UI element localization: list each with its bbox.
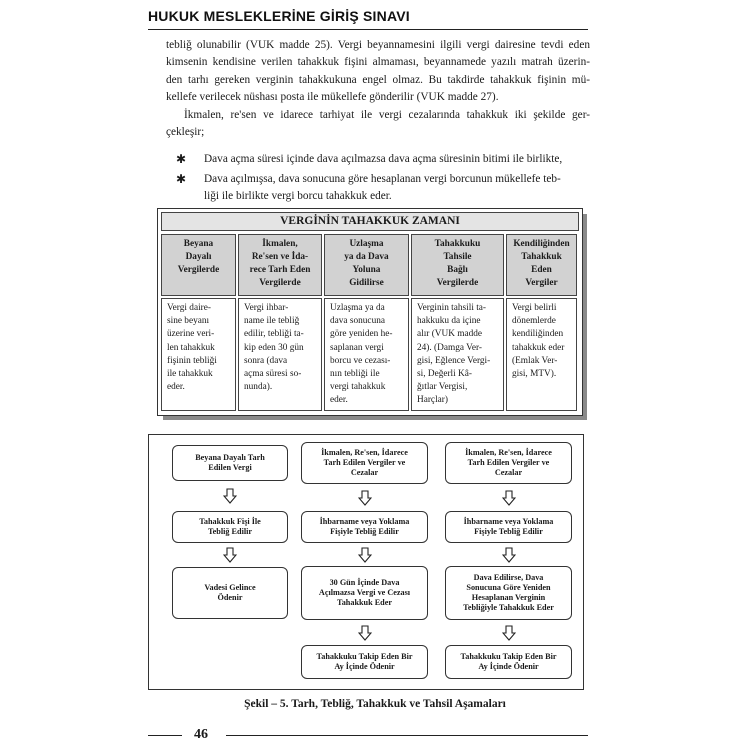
flow-step-line: Tahakkuku Takip Eden Bir: [316, 652, 413, 661]
flow-step-line: 30 Gün İçinde Dava: [329, 578, 400, 587]
flow-step-line: Cezalar: [494, 468, 523, 477]
footer-rule-right: [226, 735, 588, 736]
cell-line: alır (VUK madde: [417, 329, 483, 340]
down-arrow-icon: [223, 547, 237, 563]
text-line: kimsenin kendisine verilen tahakkuk fişini almaması, beyannamede yazılı matrah üzerin-: [166, 56, 590, 69]
text-line: tebliğ olunabilir (VUK madde 25). Vergi beyannamesini ilgili vergi dairesine tevdi eden: [166, 39, 590, 51]
flow-step-line: Sonucuna Göre Yeniden: [466, 583, 551, 592]
page-number: 46: [194, 727, 208, 742]
header-line: Vergiler: [525, 278, 558, 288]
text-line: kellefe verilecek nüshası posta ile mükellefe gönderilir (VUK madde 27).: [166, 91, 499, 104]
cell-line: hakkuku da içine: [417, 316, 481, 327]
cell-line: üzerine veri-: [167, 329, 215, 340]
cell-line: borcu ve cezası-: [330, 355, 391, 366]
cell-line: nunda).: [244, 382, 273, 393]
flow-step-line: Beyana Dayalı Tarh: [195, 453, 265, 462]
figure-caption: Şekil – 5. Tarh, Tebliğ, Tahakkuk ve Tahsil Aşamaları: [244, 698, 506, 710]
flow-step-box: [301, 511, 428, 543]
cell-line: si, Değerli Kâ-: [417, 369, 472, 380]
flow-step-line: Cezalar: [350, 468, 379, 477]
header-divider: [148, 29, 588, 30]
cell-line: gisi, Eğlence Vergi-: [417, 355, 491, 366]
cell-line: dönemlerde: [512, 316, 556, 327]
flow-step-line: İhbarname veya Yoklama: [463, 517, 554, 526]
cell-line: (Emlak Ver-: [512, 355, 558, 366]
cell-line: kip eden 30 gün: [244, 342, 304, 353]
header-line: Eden: [531, 265, 552, 275]
table-header-cell: [161, 234, 236, 296]
flow-step-line: İkmalen, Re'sen, İdarece: [465, 448, 552, 457]
cell-line: Harçlar): [417, 395, 448, 406]
flow-step-line: Ay İçinde Ödenir: [334, 662, 395, 671]
table-cell: [411, 298, 504, 411]
flow-step-box: [301, 645, 428, 679]
header-line: Vergilerde: [177, 265, 220, 275]
header-line: Bağlı: [447, 265, 468, 275]
down-arrow-icon: [358, 490, 372, 506]
bullet-text: [204, 151, 590, 168]
header-line: Tahsile: [443, 252, 472, 262]
header-line: Re'sen ve İda-: [251, 252, 309, 262]
footer-rule-left: [148, 735, 182, 736]
flow-step-line: Edilen Vergi: [208, 463, 252, 472]
header-line: Vergilerde: [259, 278, 301, 288]
header-line: Gidilirse: [349, 278, 384, 288]
cell-line: göre yeniden he-: [330, 329, 393, 340]
header-line: ya da Dava: [344, 252, 389, 262]
table-body: [157, 208, 583, 416]
flow-step-line: Fişiyle Tebliğ Edilir: [474, 527, 543, 536]
flow-step-line: Vadesi Gelince: [204, 583, 256, 592]
table-cell: [324, 298, 409, 411]
flow-step-box: [445, 566, 572, 620]
header-line: Tahakkuk: [521, 252, 562, 262]
cell-line: Uzlaşma ya da: [330, 303, 385, 313]
cell-line: sonra (dava: [244, 355, 288, 366]
paragraph-1: [166, 37, 590, 107]
header-line: Tahakkuku: [434, 239, 481, 249]
flow-step-line: Fişiyle Tebliğ Edilir: [330, 527, 399, 536]
flow-step-line: Tebliğiyle Tahakkuk Eder: [463, 603, 554, 612]
cell-line: Vergi ihbar-: [244, 303, 289, 313]
cell-line: ğıtlar Vergisi,: [417, 382, 468, 393]
table-cell: [161, 298, 236, 411]
star-bullet-icon: ✱: [176, 172, 187, 186]
flow-step-line: Tahakkuk Fişi İle: [199, 517, 261, 526]
flow-step-line: Tahakkuk Eder: [337, 598, 392, 607]
flow-step-box: [172, 567, 288, 619]
text-line: Dava açma süresi içinde dava açılmazsa dava açma süresinin bitimi ile birlikte,: [204, 153, 563, 165]
table-header-cell: [238, 234, 322, 296]
cell-line: Vergi belirli: [512, 303, 557, 313]
down-arrow-icon: [502, 625, 516, 641]
header-line: İkmalen,: [262, 239, 298, 249]
header-line: Yoluna: [352, 265, 381, 275]
flow-step-box: [445, 511, 572, 543]
cell-line: name ile tebliğ: [244, 316, 300, 327]
text-line: Dava açılmışsa, dava sonucuna göre hesaplanan vergi borcunun mükellefe teb-: [204, 173, 561, 185]
text-line: den tarhı gereken verginin tahakkukuna engel olmaz. Bu takdirde tahakkuk fişinin mü-: [166, 73, 590, 86]
cell-line: nın tebliği ile: [330, 369, 380, 380]
header-title: HUKUK MESLEKLERİNE GİRİŞ SINAVI: [148, 8, 410, 24]
table-header-cell: [324, 234, 409, 296]
flow-step-line: Hesaplanan Verginin: [471, 593, 546, 602]
header-line: Uzlaşma: [349, 239, 384, 249]
cell-line: açma süresi so-: [244, 369, 302, 380]
table-cell: [238, 298, 322, 411]
down-arrow-icon: [223, 488, 237, 504]
cell-line: ile tahakkuk: [167, 369, 213, 380]
header-line: rece Tarh Eden: [249, 265, 311, 275]
flow-step-box: [172, 445, 288, 481]
flow-step-line: İkmalen, Re'sen, İdarece: [321, 448, 408, 457]
cell-line: len tahakkuk: [167, 342, 215, 353]
cell-line: Verginin tahsili ta-: [417, 303, 487, 313]
cell-line: Vergi daire-: [167, 303, 211, 313]
table-header-cell: [506, 234, 577, 296]
down-arrow-icon: [358, 625, 372, 641]
flow-step-box: [172, 511, 288, 543]
cell-line: kendiliğinden: [512, 329, 564, 340]
bullet-text: [204, 171, 590, 206]
cell-line: sine beyanı: [167, 316, 210, 327]
flow-step-box: [301, 442, 428, 484]
flow-step-line: Tahakkuku Takip Eden Bir: [460, 652, 557, 661]
table-cell: [506, 298, 577, 411]
cell-line: edilir, tebliği ta-: [244, 329, 304, 340]
flow-step-line: İhbarname veya Yoklama: [319, 517, 410, 526]
cell-line: 24). (Damga Ver-: [417, 342, 482, 353]
header-line: Kendiliğinden: [513, 239, 570, 249]
text-line: çekleşir;: [166, 126, 205, 139]
cell-line: dava sonucuna: [330, 316, 385, 327]
down-arrow-icon: [358, 547, 372, 563]
flow-step-line: Ay İçinde Ödenir: [478, 662, 539, 671]
cell-line: vergi tahakkuk: [330, 382, 386, 393]
flow-step-line: Ödenir: [217, 593, 243, 602]
text-line: liği ile birlikte vergi borcu tahakkuk eder.: [204, 190, 392, 203]
header-line: Dayalı: [185, 252, 212, 262]
star-bullet-icon: ✱: [176, 152, 187, 166]
cell-line: tahakkuk eder: [512, 342, 565, 353]
header-line: Vergilerde: [436, 278, 479, 288]
header-line: Beyana: [183, 239, 214, 249]
cell-line: gisi, MTV).: [512, 369, 557, 380]
cell-line: saplanan vergi: [330, 342, 384, 353]
table-title: VERGİNİN TAHAKKUK ZAMANI: [161, 212, 579, 231]
flow-step-box: [445, 645, 572, 679]
tahakkuk-flow-diagram: [148, 434, 584, 690]
cell-line: eder.: [330, 395, 348, 406]
flow-step-box: [301, 566, 428, 620]
cell-line: fişinin tebliği: [167, 355, 217, 366]
flow-step-line: Tarh Edilen Vergiler ve: [323, 458, 406, 467]
down-arrow-icon: [502, 490, 516, 506]
paragraph-2: [166, 107, 590, 142]
flow-step-line: Tebliğ Edilir: [207, 527, 253, 536]
flow-step-line: Dava Edilirse, Dava: [473, 573, 544, 582]
text-line: İkmalen, re'sen ve idarece tarhiyat ile vergi cezalarında tahakkuk iki şekilde ger-: [184, 109, 590, 121]
table-header-cell: [411, 234, 504, 296]
cell-line: eder.: [167, 382, 185, 393]
flow-step-line: Açılmazsa Vergi ve Cezası: [318, 588, 411, 597]
flow-step-line: Tarh Edilen Vergiler ve: [467, 458, 550, 467]
tahakkuk-zamani-table: [157, 208, 587, 420]
flow-step-box: [445, 442, 572, 484]
down-arrow-icon: [502, 547, 516, 563]
